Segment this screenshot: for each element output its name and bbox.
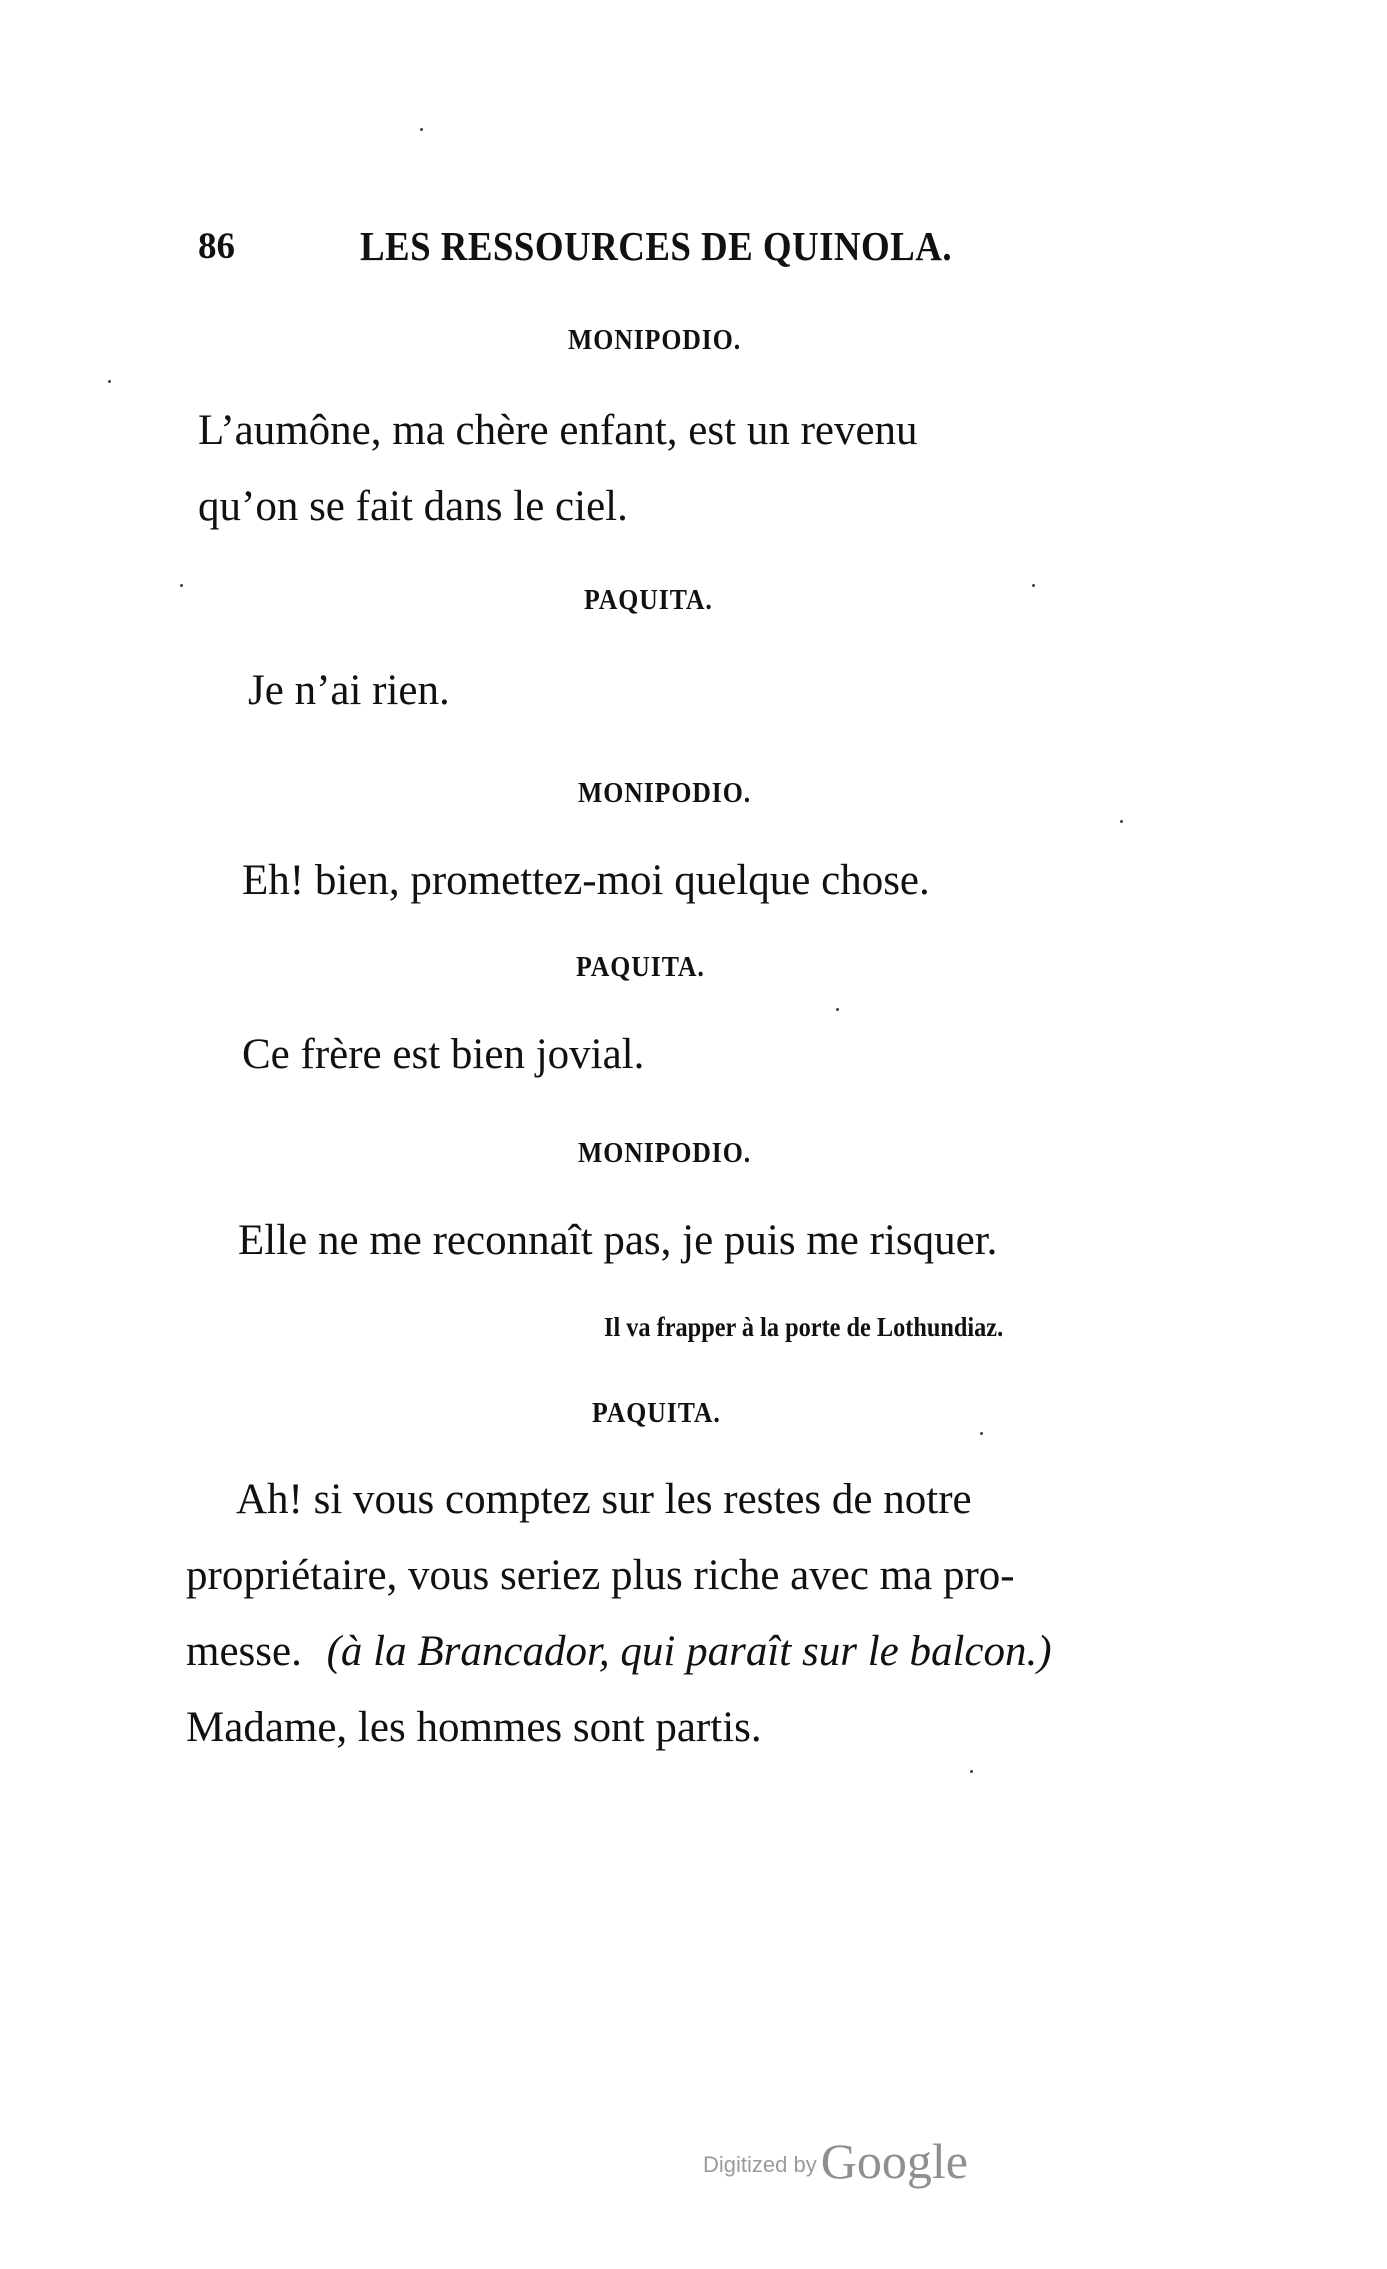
dialogue-line: Je n’ai rien. bbox=[248, 667, 450, 714]
speaker-name: MONIPODIO. bbox=[568, 325, 742, 356]
dialogue-line: qu’on se fait dans le ciel. bbox=[198, 483, 628, 530]
speaker-name: MONIPODIO. bbox=[578, 778, 752, 809]
digitized-label: Digitized by bbox=[703, 2152, 817, 2177]
dialogue-line: propriétaire, vous seriez plus riche avec ma pro- bbox=[186, 1552, 1015, 1599]
speaker-name: PAQUITA. bbox=[592, 1398, 721, 1429]
dialogue-line: Ce frère est bien jovial. bbox=[242, 1031, 645, 1078]
print-speck bbox=[970, 1770, 973, 1773]
speaker-name: MONIPODIO. bbox=[578, 1138, 752, 1169]
print-speck bbox=[980, 1432, 983, 1435]
speaker-name: PAQUITA. bbox=[576, 952, 705, 983]
print-speck bbox=[1120, 820, 1123, 823]
dialogue-text: messe. bbox=[186, 1628, 302, 1675]
dialogue-line: L’aumône, ma chère enfant, est un revenu bbox=[198, 407, 918, 454]
print-speck bbox=[836, 1008, 839, 1011]
dialogue-line: Ah! si vous comptez sur les restes de notre bbox=[236, 1476, 972, 1523]
page-number: 86 bbox=[198, 226, 235, 267]
running-title: LES RESSOURCES DE QUINOLA. bbox=[360, 223, 953, 269]
speaker-name: PAQUITA. bbox=[584, 585, 713, 616]
dialogue-line: Elle ne me reconnaît pas, je puis me risquer. bbox=[238, 1217, 998, 1264]
digitized-by-watermark bbox=[703, 2132, 968, 2190]
dialogue-line: Eh! bien, promettez-moi quelque chose. bbox=[242, 857, 930, 904]
print-speck bbox=[1032, 584, 1035, 587]
dialogue-line-with-stage bbox=[186, 1614, 1052, 1690]
print-speck bbox=[108, 380, 111, 383]
inline-stage-direction: (à la Brancador, qui paraît sur le balcon.) bbox=[326, 1628, 1052, 1675]
print-speck bbox=[180, 584, 183, 587]
stage-direction: Il va frapper à la porte de Lothundiaz. bbox=[604, 1312, 1004, 1342]
dialogue-line: Madame, les hommes sont partis. bbox=[186, 1704, 762, 1751]
print-speck bbox=[420, 128, 423, 131]
google-logo: Google bbox=[820, 2133, 968, 2189]
